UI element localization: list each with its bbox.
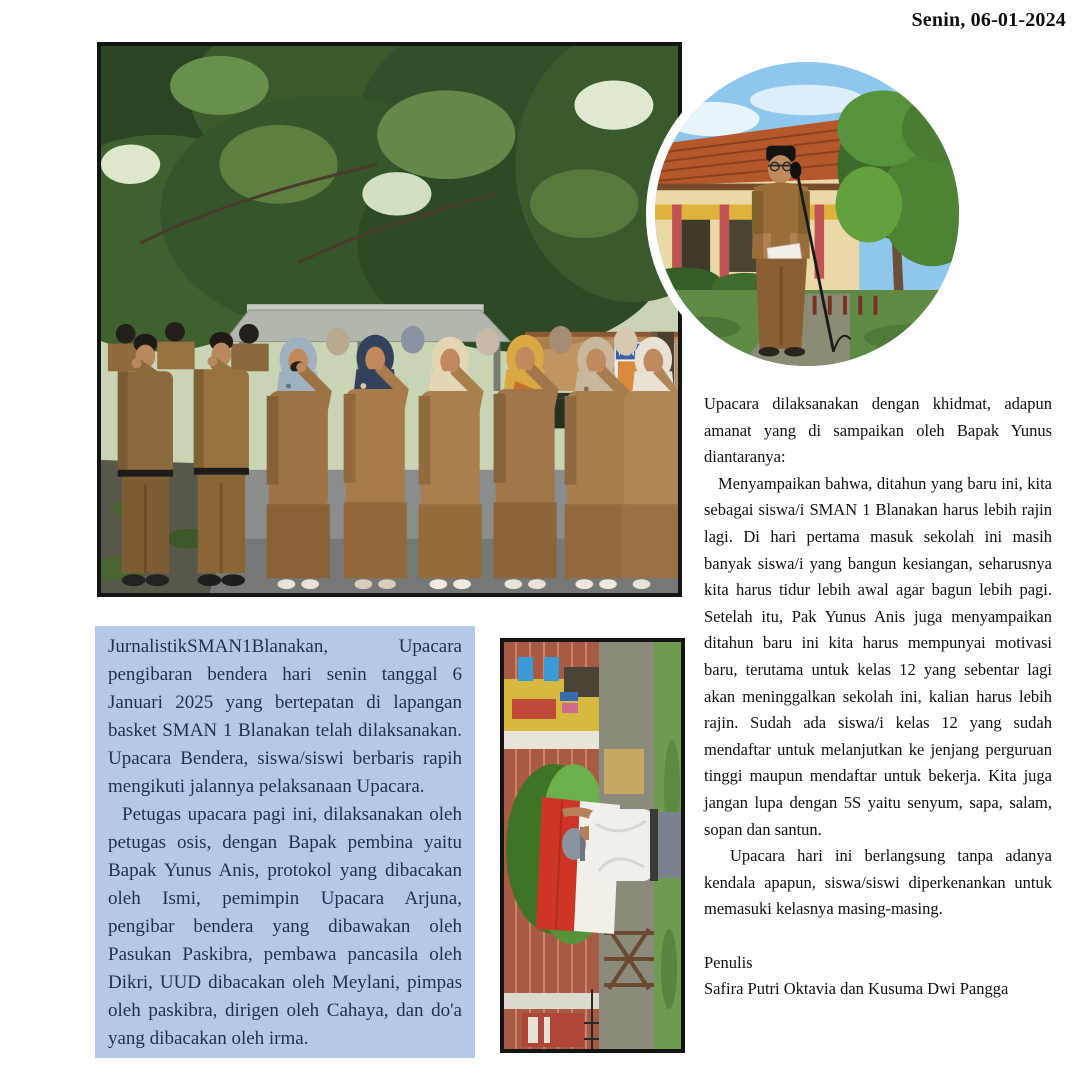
date-label: Senin, 06-01-2024 [911, 9, 1066, 31]
circle-photo-illustration [655, 62, 959, 366]
left-paragraph-2: Petugas upacara pagi ini, dilaksanakan oleh petugas osis, dengan Bapak pembina yaitu Bapak Yunus Anis, protokol yang dibacakan oleh Ismi, pemimpin Upacara Arjuna, pengibar bendera yang dibawakan oleh Pasukan Paskibra, pembawa pancasila oleh Dikri, UUD dibacakan oleh Meylani, pimpas oleh paskibra, dirigen oleh Cahaya, dan do'a yang dibacakan oleh irma. [108, 804, 462, 1049]
figure-man [194, 332, 249, 586]
right-paragraph-2: Menyampaikan bahwa, ditahun yang baru ini, kita sebagai siswa/i SMAN 1 Blanakan harus lebih rajin lagi. Di hari pertama masuk sekolah ini masih banyak siswa/i yang bangun kesiangan, seharusnya kita harus tidur lebih awal agar bagun lebih pagi. Setelah itu, Pak Yunus Anis juga menyampaikan ditahun baru ini kita harus mempunyai motivasi baru, terutama untuk kelas 12 yang sebentar lagi akan meninggalkan sekolah ini, kalian harus lebih rajin. Sudah ada siswa/i kelas 12 yang sudah mendaftar untuk melanjutkan ke jenjang perguruan tinggi maupun mendaftar untuk bekerja. Kita juga jangan lupa dengan 5S yaitu senyum, sapa, salam, sopan dan santun. [704, 473, 1052, 839]
rotated-photo-illustration [504, 642, 681, 1049]
main-photo [97, 42, 682, 597]
figure-man [118, 334, 173, 586]
author-names: Safira Putri Oktavia dan Kusuma Dwi Pangga [704, 979, 1009, 999]
right-paragraph-3: Upacara hari ini berlangsung tanpa adanya kendala apapun, siswa/siswi diperkenankan untuk memasuki kelasnya masing-masing. [704, 846, 1052, 919]
left-paragraph-1: JurnalistikSMAN1Blanakan, Upacara pengibaran bendera hari senin tanggal 6 Januari 2025 yang bertepatan di lapangan basket SMAN 1 Blanakan telah dilaksanakan. Upacara Bendera, siswa/siswi berbaris rapih mengikuti jalannya pelaksanaan Upacara. [108, 636, 462, 797]
main-photo-illustration [101, 46, 678, 593]
circle-photo [646, 53, 968, 375]
rotated-photo [500, 638, 685, 1053]
right-article [704, 391, 1052, 1003]
right-paragraph-1: Upacara dilaksanakan dengan khidmat, adapun amanat yang di sampaikan oleh Bapak Yunus diantaranya: [704, 394, 1052, 467]
author-label: Penulis [704, 952, 753, 972]
left-article [95, 626, 475, 1058]
